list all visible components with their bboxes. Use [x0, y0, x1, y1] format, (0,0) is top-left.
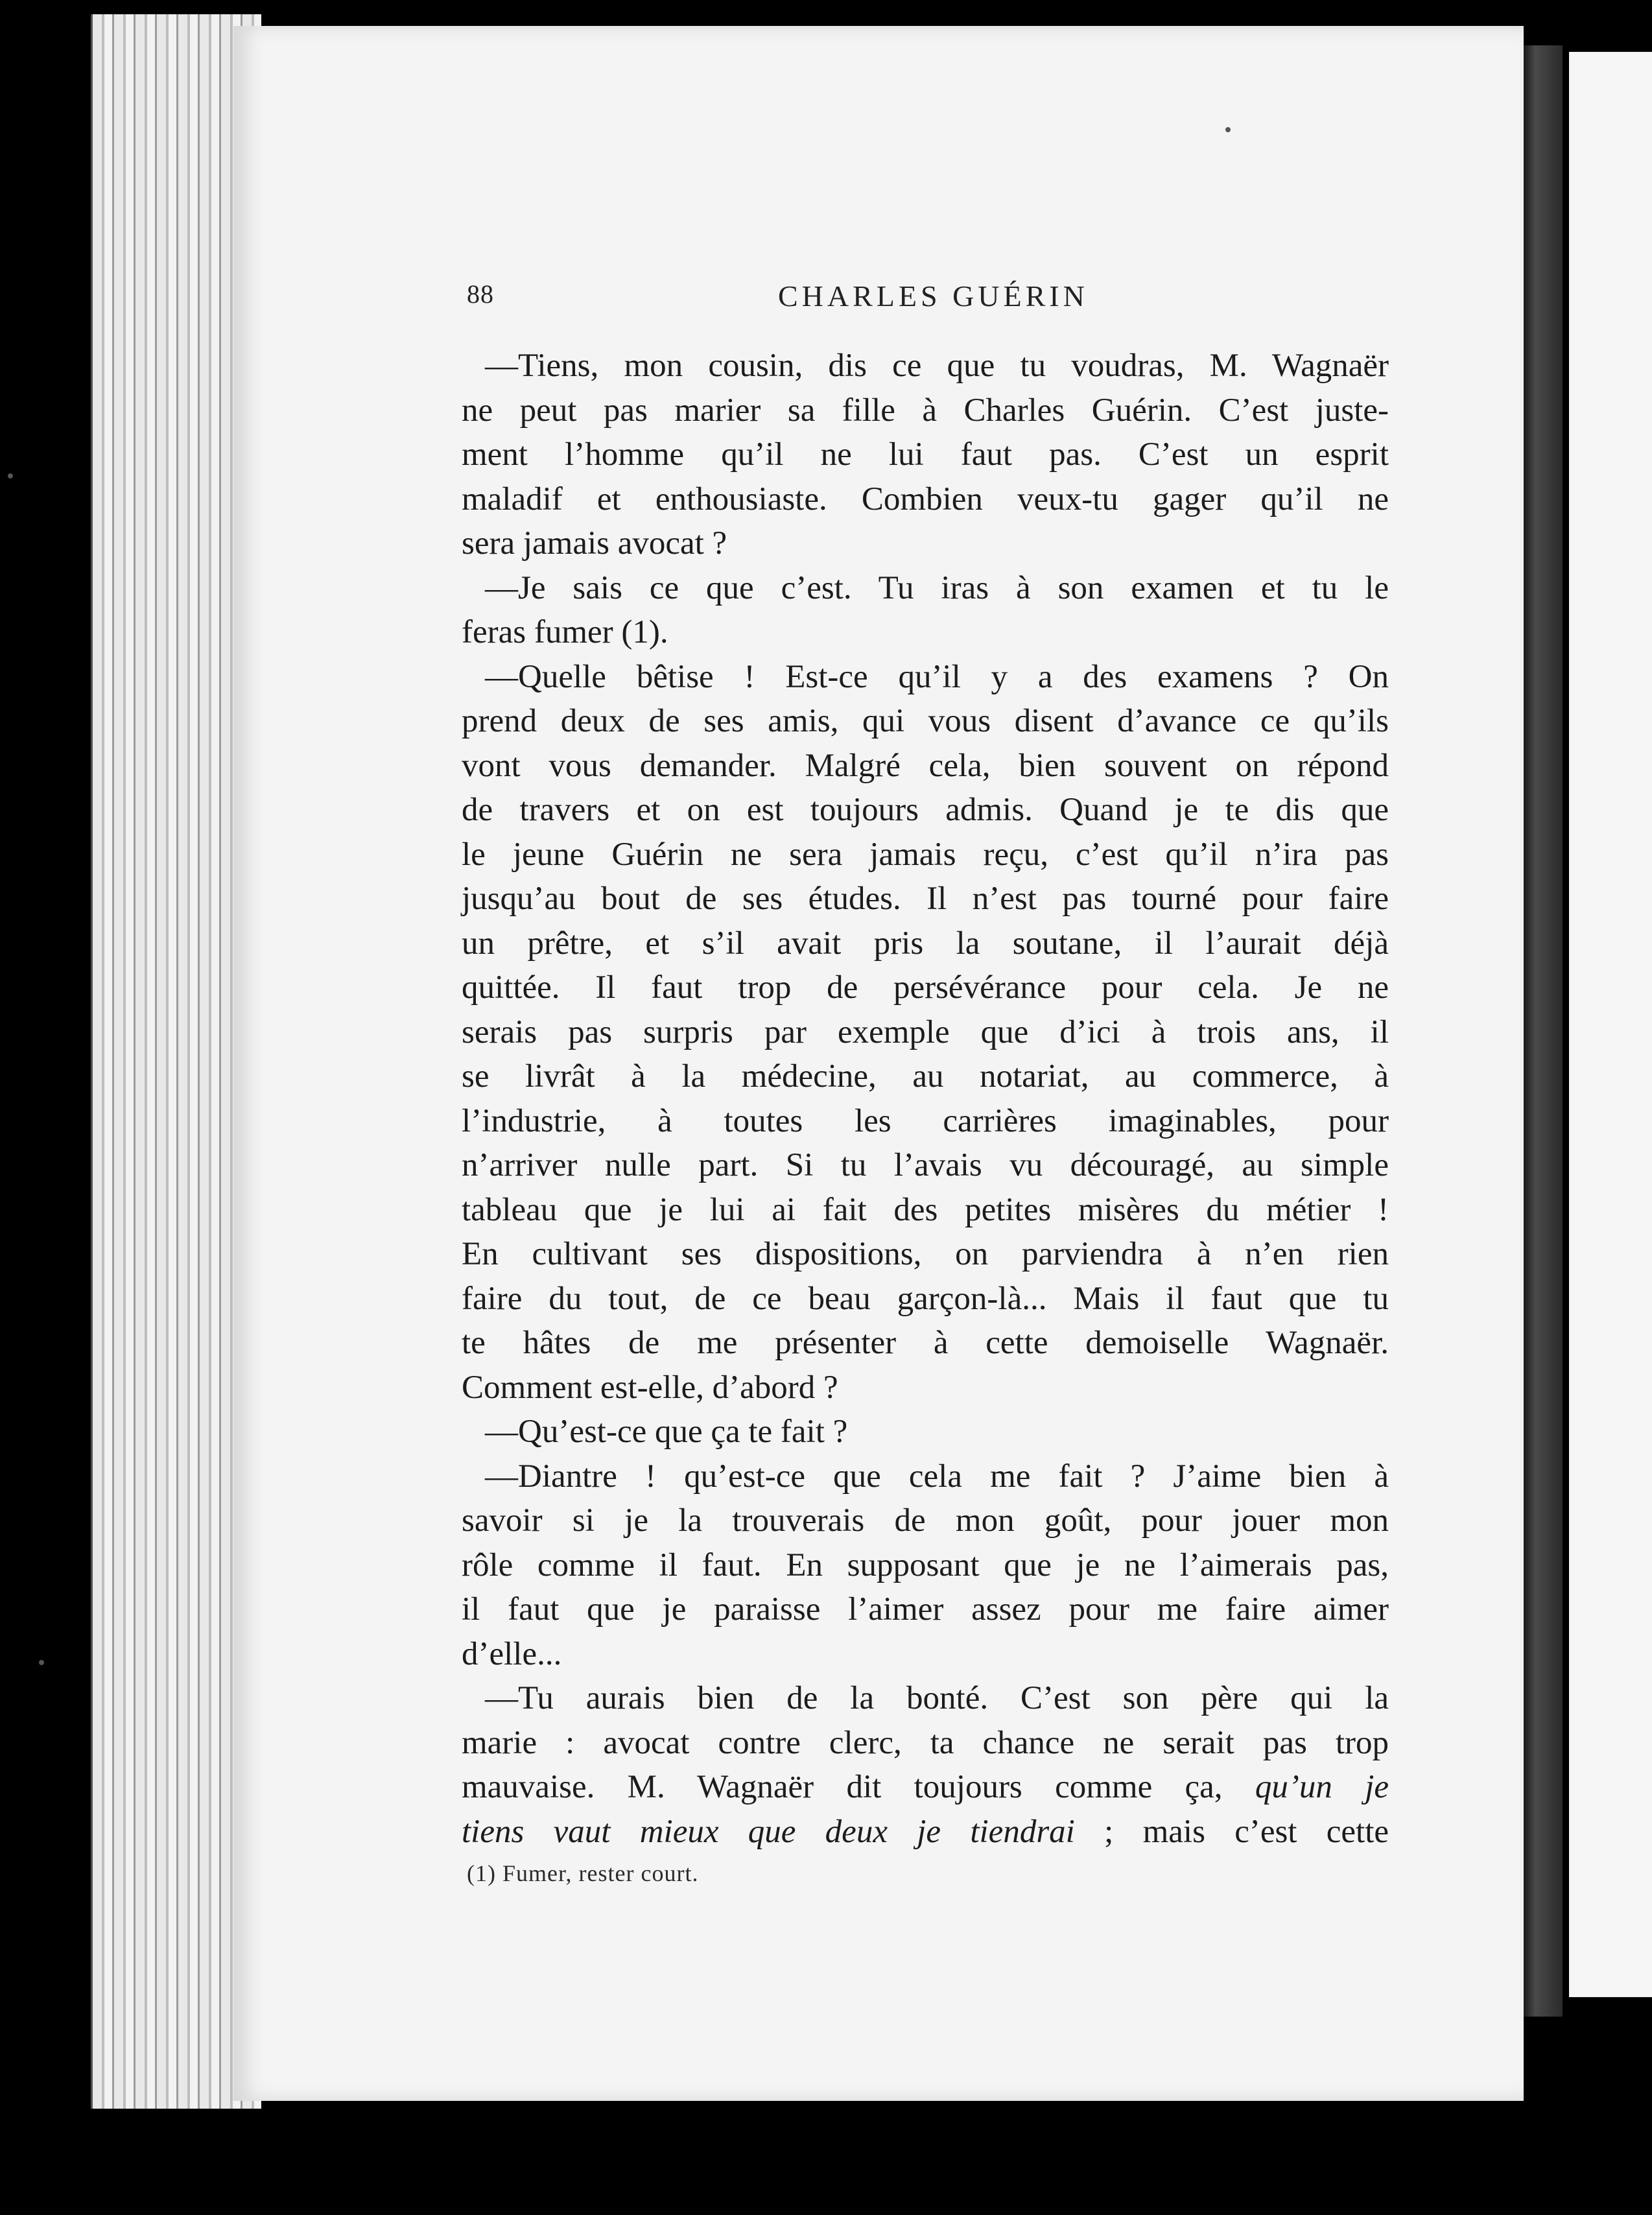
text-line: d’elle...: [462, 1635, 562, 1672]
text-line: quittée. Il faut trop de persévérance pour cela. Je ne: [462, 969, 1389, 1006]
text-line: tiens vaut mieux que deux je tiendrai ; mais c’est cette: [462, 1813, 1389, 1850]
text-line: mauvaise. M. Wagnaër dit toujours comme ça, qu’un je: [462, 1769, 1389, 1805]
page-number: 88: [467, 279, 494, 309]
print-speck: [1225, 127, 1231, 132]
text-line: se livrât à la médecine, au notariat, au commerce, à: [462, 1058, 1389, 1095]
text-line: serais pas surpris par exemple que d’ici à trois ans, il: [462, 1013, 1389, 1050]
book-gutter-shadow: [1524, 45, 1563, 2017]
text-line: n’arriver nulle part. Si tu l’avais vu découragé, au simple: [462, 1147, 1389, 1183]
text-line: un prêtre, et s’il avait pris la soutane, il l’aurait déjà: [462, 925, 1389, 962]
text-line: —Tu aurais bien de la bonté. C’est son père qui la: [485, 1680, 1389, 1716]
print-speck: [39, 1660, 44, 1665]
text-line: le jeune Guérin ne sera jamais reçu, c’est qu’il n’ira pas: [462, 836, 1389, 873]
running-title: CHARLES GUÉRIN: [778, 279, 1089, 313]
text-line: feras fumer (1).: [462, 614, 668, 650]
text-line: maladif et enthousiaste. Combien veux-tu gager qu’il ne: [462, 480, 1389, 517]
text-line: —Qu’est-ce que ça te fait ?: [485, 1414, 848, 1450]
print-speck: [8, 473, 13, 479]
text-line: —Quelle bêtise ! Est-ce qu’il y a des examens ? On: [485, 658, 1389, 695]
body-text: [462, 344, 1389, 1854]
text-line: l’industrie, à toutes les carrières imaginables, pour: [462, 1102, 1389, 1139]
footnote: (1) Fumer, rester court.: [467, 1860, 699, 1886]
text-line: —Diantre ! qu’est-ce que cela me fait ? J’aime bien à: [485, 1458, 1389, 1495]
text-line: savoir si je la trouverais de mon goût, pour jouer mon: [462, 1502, 1389, 1539]
text-line: sera jamais avocat ?: [462, 525, 727, 562]
text-line: de travers et on est toujours admis. Quand je te dis que: [462, 792, 1389, 828]
text-line: marie : avocat contre clerc, ta chance ne serait pas trop: [462, 1724, 1389, 1761]
text-line: —Je sais ce que c’est. Tu iras à son examen et tu le: [485, 569, 1389, 606]
text-line: tableau que je lui ai fait des petites misères du métier !: [462, 1191, 1389, 1228]
text-line: il faut que je paraisse l’aimer assez pour me faire aimer: [462, 1591, 1389, 1628]
text-line: Comment est-elle, d’abord ?: [462, 1369, 838, 1406]
text-line: ne peut pas marier sa fille à Charles Guérin. C’est juste-: [462, 392, 1389, 429]
page-header: [467, 279, 1387, 331]
text-line: —Tiens, mon cousin, dis ce que tu voudras, M. Wagnaër: [485, 348, 1389, 384]
text-line: rôle comme il faut. En supposant que je ne l’aimerais pas,: [462, 1546, 1389, 1583]
text-line: faire du tout, de ce beau garçon-là... Mais il faut que tu: [462, 1280, 1389, 1317]
text-line: En cultivant ses dispositions, on parviendra à n’en rien: [462, 1236, 1389, 1272]
text-line: vont vous demander. Malgré cela, bien souvent on répond: [462, 747, 1389, 784]
facing-page-sliver: [1569, 52, 1652, 1997]
text-line: ment l’homme qu’il ne lui faut pas. C’est un esprit: [462, 436, 1389, 473]
text-line: prend deux de ses amis, qui vous disent d’avance ce qu’ils: [462, 703, 1389, 739]
text-line: te hâtes de me présenter à cette demoiselle Wagnaër.: [462, 1325, 1389, 1361]
text-line: jusqu’au bout de ses études. Il n’est pas tourné pour faire: [462, 881, 1389, 917]
